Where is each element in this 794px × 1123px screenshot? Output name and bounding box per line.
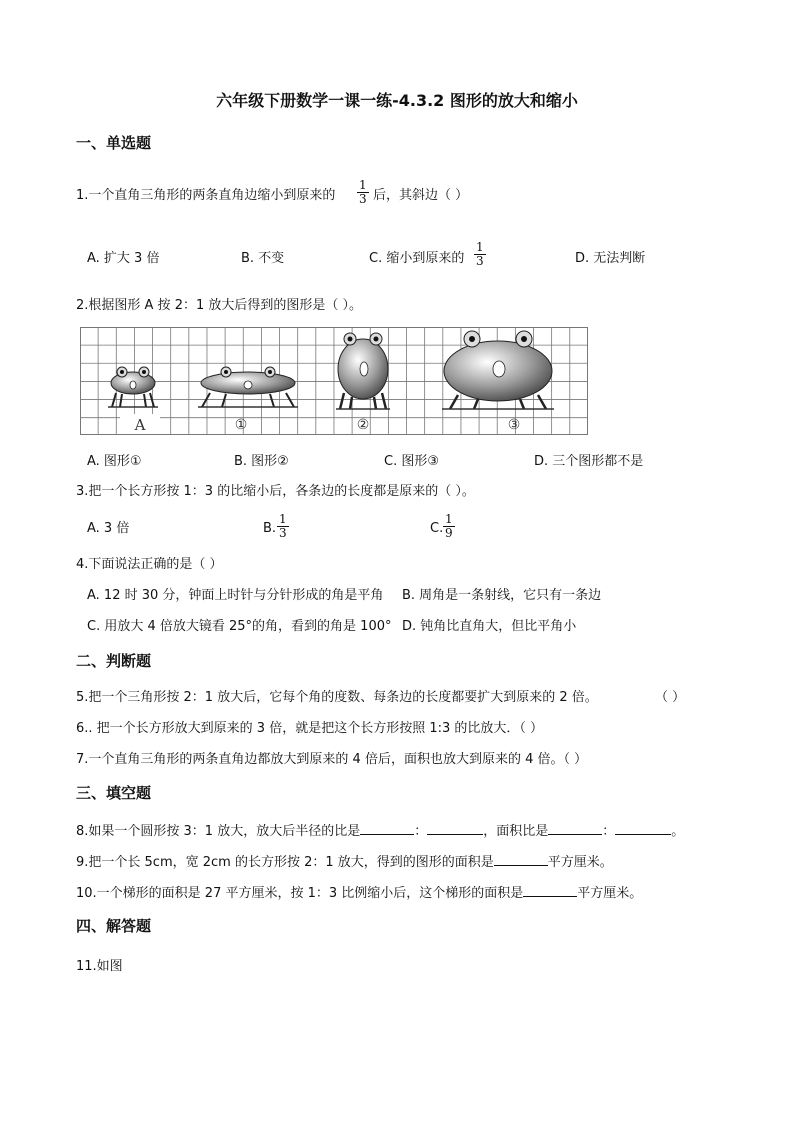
- q1-stem-part2: 后，其斜边（ ）: [373, 188, 469, 203]
- q1-frac-denominator: 3: [359, 192, 367, 206]
- q2-option-a[interactable]: A. 图形①: [87, 454, 142, 469]
- q8-blank-2[interactable]: [427, 822, 483, 835]
- figure-label-a: A: [134, 416, 146, 434]
- question-10: [76, 884, 642, 903]
- frog-2-icon: [336, 333, 390, 409]
- question-7-stem: 7.一个直角三角形的两条直角边都放大到原来的 4 倍后，面积也放大到原来的 4 倍。（ ）: [76, 752, 588, 767]
- q3b-frac-denominator: 3: [279, 526, 287, 540]
- q3c-frac-numerator: 1: [445, 512, 453, 526]
- q3c-frac-denominator: 9: [445, 526, 453, 540]
- q8-blank-4[interactable]: [615, 822, 671, 835]
- section-heading-fill-blank: 三、填空题: [76, 784, 152, 802]
- q4-option-d[interactable]: D. 钝角比直角大，但比平角小: [402, 619, 577, 634]
- q3-option-b-fraction: [277, 513, 289, 540]
- q1-option-c-fraction: [474, 241, 486, 268]
- figure-label-1: ①: [234, 417, 248, 433]
- section-heading-solve: 四、解答题: [76, 917, 152, 935]
- q9-text-b: 平方厘米。: [547, 855, 613, 870]
- section-heading-true-false: 二、判断题: [76, 652, 152, 670]
- q1-option-d[interactable]: D. 无法判断: [575, 251, 646, 266]
- q10-blank[interactable]: [523, 884, 577, 897]
- question-5-stem: 5.把一个三角形按 2：1 放大后，它每个角的度数、每条边的长度都要扩大到原来的 2 倍。: [76, 690, 598, 705]
- q3b-frac-numerator: 1: [279, 512, 287, 526]
- q3-option-c[interactable]: C.: [430, 521, 444, 536]
- question-2-stem: 2.根据图形 A 按 2：1 放大后得到的图形是（ ）。: [76, 298, 363, 313]
- figure-label-3: ③: [507, 417, 521, 433]
- question-8: [76, 822, 684, 841]
- q2-option-d[interactable]: D. 三个图形都不是: [534, 454, 644, 469]
- question-6-stem: 6.. 把一个长方形放大到原来的 3 倍，就是把这个长方形按照 1:3 的比放大．（ ）: [76, 721, 544, 736]
- q9-blank[interactable]: [494, 853, 548, 866]
- question-4-stem: 4.下面说法正确的是（ ）: [76, 557, 223, 572]
- frog-grid-figure: [80, 327, 588, 435]
- q4-option-a[interactable]: A. 12 时 30 分，钟面上时针与分针形成的角是平角: [87, 588, 384, 603]
- q2-option-c[interactable]: C. 图形③: [384, 454, 439, 469]
- q4-option-c[interactable]: C. 用放大 4 倍放大镜看 25°的角，看到的角是 100°: [87, 619, 392, 634]
- q10-text-a: 10.一个梯形的面积是 27 平方厘米，按 1：3 比例缩小后，这个梯形的面积是: [76, 886, 524, 901]
- q8-colon-2: ：: [602, 824, 616, 839]
- q1-frac-numerator: 1: [359, 178, 367, 192]
- q1-option-b[interactable]: B. 不变: [241, 251, 285, 266]
- q8-text-a: 8.如果一个圆形按 3：1 放大，放大后半径的比是: [76, 824, 361, 839]
- frog-1-icon: [198, 367, 298, 407]
- q1-stem-part1: 1.一个直角三角形的两条直角边缩小到原来的: [76, 188, 336, 203]
- q8-text-b: ，面积比是: [483, 824, 549, 839]
- q5-answer-paren[interactable]: （ ）: [655, 690, 686, 705]
- q8-end: 。: [671, 824, 685, 839]
- q3-option-b[interactable]: B.: [263, 521, 277, 536]
- q10-text-b: 平方厘米。: [577, 886, 643, 901]
- q1c-frac-numerator: 1: [476, 240, 484, 254]
- q3-option-c-fraction: [443, 513, 455, 540]
- page-title: 六年级下册数学一课一练-4.3.2 图形的放大和缩小: [216, 91, 578, 110]
- q2-option-b[interactable]: B. 图形②: [234, 454, 289, 469]
- q1-fraction: [357, 179, 369, 206]
- q3-option-a[interactable]: A. 3 倍: [87, 521, 130, 536]
- q8-blank-1[interactable]: [360, 822, 414, 835]
- question-3-stem: 3.把一个长方形按 1：3 的比缩小后，各条边的长度都是原来的（ ）。: [76, 484, 475, 499]
- question-11-stem: 11.如图: [76, 959, 123, 974]
- q9-text-a: 9.把一个长 5cm，宽 2cm 的长方形按 2：1 放大，得到的图形的面积是: [76, 855, 494, 870]
- figure-label-2: ②: [356, 417, 370, 433]
- frog-3-icon: [442, 331, 554, 409]
- question-9: [76, 853, 613, 872]
- q4-option-b[interactable]: B. 周角是一条射线，它只有一条边: [402, 588, 602, 603]
- question-1-stem: [76, 187, 335, 205]
- frog-a-icon: [108, 367, 158, 407]
- section-heading-single-choice: 一、单选题: [76, 134, 152, 152]
- q1-option-a[interactable]: A. 扩大 3 倍: [87, 251, 160, 266]
- q1-option-c[interactable]: C. 缩小到原来的: [369, 251, 465, 266]
- q8-colon-1: ：: [414, 824, 428, 839]
- q8-blank-3[interactable]: [548, 822, 602, 835]
- q1c-frac-denominator: 3: [476, 254, 484, 268]
